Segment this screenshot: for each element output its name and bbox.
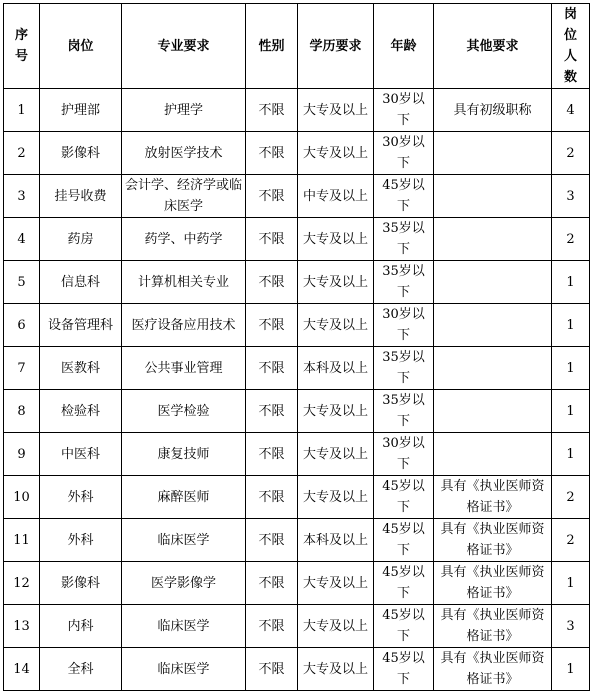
cell-count: 2	[552, 218, 590, 261]
cell-position: 外科	[40, 476, 122, 519]
cell-major: 公共事业管理	[122, 347, 246, 390]
cell-position: 全科	[40, 648, 122, 691]
cell-education: 大专及以上	[298, 132, 374, 175]
table-row	[4, 218, 590, 261]
cell-other	[434, 390, 552, 433]
cell-no: 5	[4, 261, 40, 304]
cell-age: 45岁以下	[374, 476, 434, 519]
cell-gender: 不限	[246, 132, 298, 175]
cell-age: 45岁以下	[374, 519, 434, 562]
cell-count: 1	[552, 562, 590, 605]
cell-other	[434, 218, 552, 261]
cell-position: 影像科	[40, 562, 122, 605]
cell-age: 45岁以下	[374, 605, 434, 648]
cell-age: 45岁以下	[374, 175, 434, 218]
cell-count: 1	[552, 390, 590, 433]
cell-no: 12	[4, 562, 40, 605]
cell-count: 2	[552, 519, 590, 562]
cell-education: 本科及以上	[298, 519, 374, 562]
cell-major: 会计学、经济学或临床医学	[122, 175, 246, 218]
cell-no: 6	[4, 304, 40, 347]
cell-other	[434, 261, 552, 304]
table-row	[4, 648, 590, 691]
cell-position: 影像科	[40, 132, 122, 175]
cell-education: 大专及以上	[298, 218, 374, 261]
cell-other: 具有《执业医师资格证书》	[434, 562, 552, 605]
cell-gender: 不限	[246, 433, 298, 476]
cell-no: 3	[4, 175, 40, 218]
cell-gender: 不限	[246, 218, 298, 261]
header-other: 其他要求	[434, 4, 552, 89]
cell-no: 13	[4, 605, 40, 648]
cell-gender: 不限	[246, 562, 298, 605]
cell-major: 医疗设备应用技术	[122, 304, 246, 347]
cell-major: 康复技师	[122, 433, 246, 476]
cell-no: 4	[4, 218, 40, 261]
cell-count: 4	[552, 89, 590, 132]
table-body	[4, 89, 590, 691]
cell-position: 医教科	[40, 347, 122, 390]
cell-education: 大专及以上	[298, 433, 374, 476]
cell-other	[434, 132, 552, 175]
cell-major: 护理学	[122, 89, 246, 132]
header-major: 专业要求	[122, 4, 246, 89]
cell-no: 14	[4, 648, 40, 691]
cell-no: 8	[4, 390, 40, 433]
cell-other	[434, 433, 552, 476]
table-row	[4, 519, 590, 562]
cell-gender: 不限	[246, 304, 298, 347]
cell-other	[434, 175, 552, 218]
cell-age: 35岁以下	[374, 390, 434, 433]
cell-major: 计算机相关专业	[122, 261, 246, 304]
table-row	[4, 304, 590, 347]
recruitment-table	[3, 3, 590, 691]
table-row	[4, 261, 590, 304]
header-no: 序号	[4, 4, 40, 89]
cell-major: 放射医学技术	[122, 132, 246, 175]
table-row	[4, 175, 590, 218]
cell-position: 内科	[40, 605, 122, 648]
cell-count: 1	[552, 261, 590, 304]
cell-count: 1	[552, 304, 590, 347]
cell-education: 大专及以上	[298, 648, 374, 691]
cell-count: 2	[552, 476, 590, 519]
cell-major: 药学、中药学	[122, 218, 246, 261]
cell-education: 大专及以上	[298, 390, 374, 433]
table-row	[4, 89, 590, 132]
cell-position: 护理部	[40, 89, 122, 132]
header-education: 学历要求	[298, 4, 374, 89]
cell-age: 30岁以下	[374, 89, 434, 132]
cell-major: 临床医学	[122, 648, 246, 691]
cell-age: 35岁以下	[374, 347, 434, 390]
cell-major: 临床医学	[122, 519, 246, 562]
cell-no: 10	[4, 476, 40, 519]
cell-age: 30岁以下	[374, 132, 434, 175]
cell-count: 1	[552, 648, 590, 691]
cell-gender: 不限	[246, 648, 298, 691]
cell-education: 大专及以上	[298, 261, 374, 304]
table-row	[4, 433, 590, 476]
cell-position: 设备管理科	[40, 304, 122, 347]
cell-no: 11	[4, 519, 40, 562]
cell-other: 具有《执业医师资格证书》	[434, 605, 552, 648]
cell-gender: 不限	[246, 519, 298, 562]
table-row	[4, 562, 590, 605]
cell-age: 30岁以下	[374, 433, 434, 476]
cell-no: 1	[4, 89, 40, 132]
cell-education: 中专及以上	[298, 175, 374, 218]
cell-other	[434, 304, 552, 347]
cell-other: 具有初级职称	[434, 89, 552, 132]
cell-other: 具有《执业医师资格证书》	[434, 648, 552, 691]
header-gender: 性别	[246, 4, 298, 89]
cell-position: 挂号收费	[40, 175, 122, 218]
cell-education: 大专及以上	[298, 89, 374, 132]
table-row	[4, 605, 590, 648]
cell-position: 检验科	[40, 390, 122, 433]
cell-position: 外科	[40, 519, 122, 562]
cell-age: 45岁以下	[374, 562, 434, 605]
cell-gender: 不限	[246, 175, 298, 218]
cell-education: 大专及以上	[298, 476, 374, 519]
cell-position: 药房	[40, 218, 122, 261]
cell-no: 9	[4, 433, 40, 476]
cell-major: 麻醉医师	[122, 476, 246, 519]
cell-gender: 不限	[246, 347, 298, 390]
table-row	[4, 132, 590, 175]
cell-gender: 不限	[246, 390, 298, 433]
cell-gender: 不限	[246, 261, 298, 304]
cell-major: 医学影像学	[122, 562, 246, 605]
table-row	[4, 347, 590, 390]
cell-position: 信息科	[40, 261, 122, 304]
cell-major: 医学检验	[122, 390, 246, 433]
cell-age: 35岁以下	[374, 218, 434, 261]
cell-age: 35岁以下	[374, 261, 434, 304]
cell-gender: 不限	[246, 605, 298, 648]
cell-no: 2	[4, 132, 40, 175]
header-row	[4, 4, 590, 89]
cell-other: 具有《执业医师资格证书》	[434, 476, 552, 519]
cell-other	[434, 347, 552, 390]
cell-gender: 不限	[246, 89, 298, 132]
table-row	[4, 476, 590, 519]
cell-position: 中医科	[40, 433, 122, 476]
cell-education: 大专及以上	[298, 304, 374, 347]
header-position: 岗位	[40, 4, 122, 89]
cell-count: 3	[552, 605, 590, 648]
cell-education: 大专及以上	[298, 605, 374, 648]
cell-count: 1	[552, 433, 590, 476]
cell-count: 1	[552, 347, 590, 390]
cell-other: 具有《执业医师资格证书》	[434, 519, 552, 562]
cell-no: 7	[4, 347, 40, 390]
cell-age: 30岁以下	[374, 304, 434, 347]
cell-education: 大专及以上	[298, 562, 374, 605]
cell-count: 2	[552, 132, 590, 175]
header-count: 岗位人数	[552, 4, 590, 89]
header-age: 年龄	[374, 4, 434, 89]
table-row	[4, 390, 590, 433]
cell-age: 45岁以下	[374, 648, 434, 691]
cell-major: 临床医学	[122, 605, 246, 648]
cell-count: 3	[552, 175, 590, 218]
cell-education: 本科及以上	[298, 347, 374, 390]
cell-gender: 不限	[246, 476, 298, 519]
